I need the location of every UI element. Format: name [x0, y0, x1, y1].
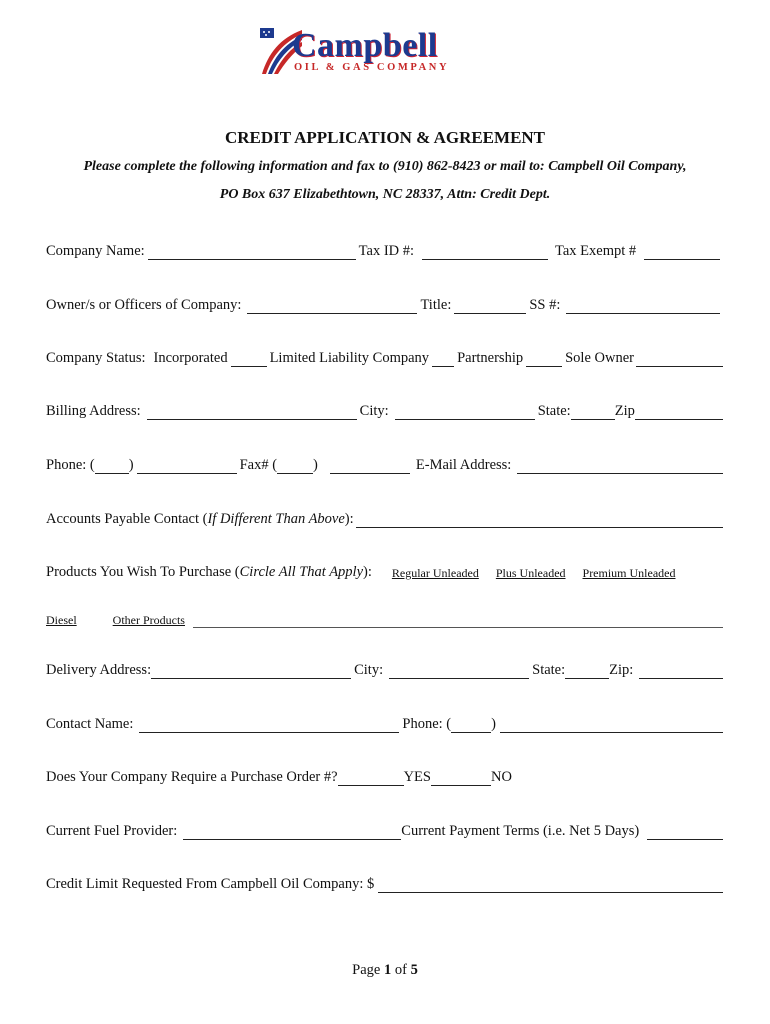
- credit-limit-field[interactable]: [378, 877, 723, 893]
- tax-id-label: Tax ID #:: [358, 243, 415, 259]
- delivery-address-field[interactable]: [151, 663, 351, 679]
- partnership-field[interactable]: [526, 351, 562, 367]
- tax-exempt-field[interactable]: [644, 244, 720, 260]
- company-name-field[interactable]: [148, 244, 356, 260]
- row-company-status: [46, 345, 723, 367]
- payment-terms-label: Current Payment Terms (i.e. Net 5 Days): [401, 823, 640, 839]
- contact-phone-label: Phone: (: [402, 716, 452, 732]
- delivery-address-label: Delivery Address:: [46, 662, 152, 678]
- state-label: State:: [537, 403, 571, 419]
- delivery-city-label: City:: [354, 662, 384, 678]
- fax-area-code-field[interactable]: [277, 458, 313, 474]
- phone-label: Phone: (: [46, 457, 95, 473]
- row-products: [46, 559, 723, 581]
- phone-area-code-field[interactable]: [95, 458, 129, 474]
- partnership-label: Partnership: [457, 350, 524, 366]
- delivery-state-field[interactable]: [565, 663, 609, 679]
- city-label: City:: [359, 403, 389, 419]
- row-diesel-other: [46, 606, 723, 628]
- current-page: 1: [383, 962, 392, 978]
- fax-field[interactable]: [330, 458, 410, 474]
- instructions-line-1: Please complete the following information and fax to (910) 862-8423 or mail to: Campbell Oil Company,: [83, 159, 687, 174]
- email-label: E-Mail Address:: [415, 457, 512, 473]
- ap-contact-label-end: ):: [344, 511, 354, 527]
- row-phone: [46, 452, 723, 474]
- fuel-provider-field[interactable]: [183, 824, 401, 840]
- city-field[interactable]: [395, 404, 535, 420]
- fax-paren-close: ): [313, 457, 318, 473]
- row-company-name: [46, 238, 723, 260]
- title-field[interactable]: [454, 298, 526, 314]
- contact-phone-field[interactable]: [500, 717, 723, 733]
- tax-id-field[interactable]: [422, 244, 548, 260]
- delivery-city-field[interactable]: [389, 663, 529, 679]
- products-label: [46, 564, 372, 581]
- owners-field[interactable]: [247, 298, 417, 314]
- sole-owner-label: Sole Owner: [565, 350, 634, 366]
- llc-field[interactable]: [432, 351, 454, 367]
- incorporated-label: Incorporated: [153, 350, 228, 366]
- campbell-logo: [258, 26, 506, 78]
- billing-address-label: Billing Address:: [46, 403, 141, 419]
- ap-contact-label: [46, 511, 354, 528]
- title-label: Title:: [420, 297, 452, 313]
- po-no-label: NO: [490, 769, 512, 785]
- row-fuel-provider: [46, 818, 723, 840]
- logo-name: Campbell: [292, 27, 438, 64]
- billing-address-field[interactable]: [147, 404, 357, 420]
- row-credit-limit: [46, 871, 723, 893]
- instructions-line-2: PO Box 637 Elizabethtown, NC 28337, Attn: Credit Dept.: [219, 187, 551, 202]
- logo-subtitle: OIL & GAS COMPANY: [294, 62, 450, 73]
- document-title: CREDIT APPLICATION & AGREEMENT: [224, 128, 546, 147]
- delivery-zip-label: Zip:: [609, 662, 634, 678]
- owners-label: Owner/s or Officers of Company:: [46, 297, 242, 313]
- ap-contact-field[interactable]: [356, 512, 723, 528]
- incorporated-field[interactable]: [231, 351, 267, 367]
- contact-name-field[interactable]: [139, 717, 399, 733]
- zip-field[interactable]: [635, 404, 723, 420]
- delivery-zip-field[interactable]: [639, 663, 723, 679]
- fuel-provider-label: Current Fuel Provider:: [46, 823, 178, 839]
- row-delivery-address: [46, 657, 723, 679]
- ap-contact-label-text: Accounts Payable Contact (: [46, 511, 208, 527]
- zip-label: Zip: [614, 403, 635, 419]
- state-field[interactable]: [571, 404, 615, 420]
- row-billing-address: [46, 398, 723, 420]
- row-owners: [46, 292, 723, 314]
- total-pages: 5: [410, 962, 418, 978]
- tax-exempt-label: Tax Exempt #: [555, 243, 637, 259]
- row-contact-name: [46, 711, 723, 733]
- po-yes-field[interactable]: [338, 770, 404, 786]
- products-label-text: Products You Wish To Purchase (: [46, 564, 240, 580]
- fax-label: Fax# (: [239, 457, 278, 473]
- contact-name-label: Contact Name:: [46, 716, 134, 732]
- page-label: Page: [352, 962, 381, 978]
- option-plus-unleaded[interactable]: Plus Unleaded: [495, 566, 566, 580]
- other-products-field[interactable]: [193, 612, 723, 628]
- credit-limit-label: Credit Limit Requested From Campbell Oil Company: $: [46, 876, 375, 892]
- of-label: of: [394, 962, 407, 978]
- po-yes-label: YES: [403, 769, 431, 785]
- payment-terms-field[interactable]: [647, 824, 723, 840]
- ss-label: SS #:: [529, 297, 561, 313]
- po-no-field[interactable]: [431, 770, 491, 786]
- products-label-end: ):: [363, 564, 372, 580]
- option-diesel[interactable]: Diesel: [46, 613, 77, 627]
- company-name-label: Company Name:: [46, 243, 145, 259]
- row-ap-contact: [46, 506, 723, 528]
- sole-owner-field[interactable]: [636, 351, 723, 367]
- po-question-label: Does Your Company Require a Purchase Order #?: [46, 769, 338, 785]
- llc-label: Limited Liability Company: [269, 350, 430, 366]
- products-note: Circle All That Apply: [239, 564, 364, 580]
- ss-field[interactable]: [566, 298, 720, 314]
- option-regular-unleaded[interactable]: Regular Unleaded: [391, 566, 479, 580]
- page-number: [0, 962, 770, 979]
- company-status-label: Company Status:: [46, 350, 146, 366]
- ap-contact-note: If Different Than Above: [207, 511, 345, 527]
- contact-phone-paren-close: ): [491, 716, 496, 732]
- contact-phone-area-code-field[interactable]: [451, 717, 491, 733]
- email-field[interactable]: [517, 458, 723, 474]
- delivery-state-label: State:: [532, 662, 566, 678]
- row-purchase-order: [46, 764, 723, 786]
- phone-field[interactable]: [137, 458, 237, 474]
- option-other-products[interactable]: Other Products: [112, 613, 185, 627]
- phone-paren-close: ): [128, 457, 134, 473]
- option-premium-unleaded[interactable]: Premium Unleaded: [582, 566, 676, 580]
